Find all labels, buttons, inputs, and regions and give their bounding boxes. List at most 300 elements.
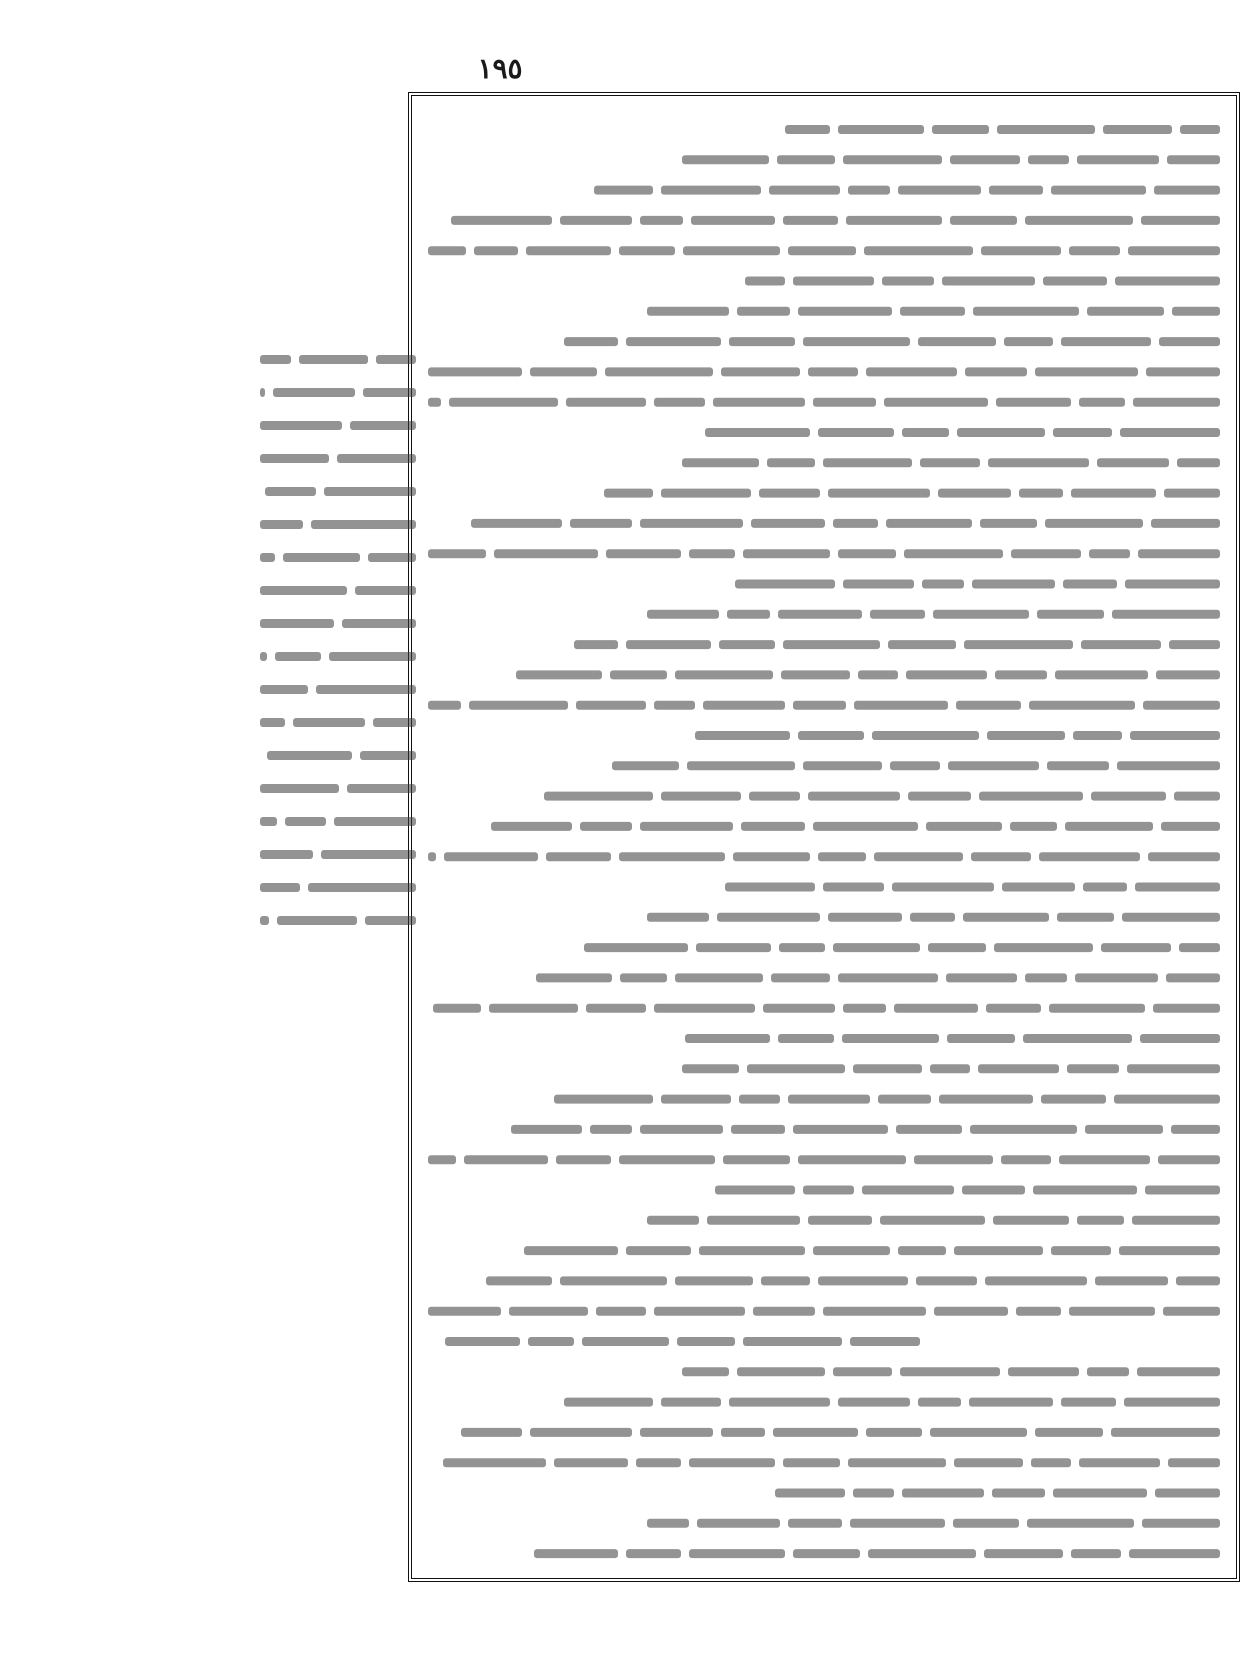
margin-line-placeholder xyxy=(260,685,308,694)
text-line-placeholder xyxy=(546,852,611,861)
text-line-placeholder xyxy=(788,1095,870,1104)
text-line-placeholder xyxy=(773,1428,858,1437)
text-line-placeholder xyxy=(785,125,830,134)
text-line-placeholder xyxy=(1055,670,1148,679)
text-line-placeholder xyxy=(1047,761,1109,770)
text-line-placeholder xyxy=(926,822,1002,831)
text-line-placeholder xyxy=(1158,1155,1220,1164)
text-line-placeholder xyxy=(654,1004,755,1013)
text-line-placeholder xyxy=(878,1095,931,1104)
text-line-placeholder xyxy=(428,701,461,710)
text-line-placeholder xyxy=(626,337,721,346)
main-text-frame xyxy=(408,92,1240,1582)
text-line-placeholder xyxy=(843,580,914,589)
margin-line-placeholder xyxy=(316,685,416,694)
text-line-placeholder xyxy=(992,1489,1045,1498)
text-line-placeholder xyxy=(1137,1367,1220,1376)
margin-line-placeholder xyxy=(275,652,321,661)
text-line-placeholder xyxy=(902,428,949,437)
text-line-placeholder xyxy=(1077,155,1159,164)
text-line-placeholder xyxy=(1089,549,1130,558)
text-line-placeholder xyxy=(846,216,942,225)
text-line-placeholder xyxy=(717,913,820,922)
text-line-placeholder xyxy=(838,973,938,982)
margin-line-placeholder xyxy=(260,916,269,925)
text-line-placeholder xyxy=(1135,883,1220,892)
text-line-placeholder xyxy=(654,1307,745,1316)
text-line-placeholder xyxy=(737,307,790,316)
text-line-placeholder xyxy=(969,1398,1053,1407)
text-line-placeholder xyxy=(494,549,598,558)
text-line-placeholder xyxy=(954,1246,1043,1255)
text-line-placeholder xyxy=(818,428,894,437)
text-line-placeholder xyxy=(737,1367,825,1376)
text-line-placeholder xyxy=(1111,1428,1220,1437)
text-line-placeholder xyxy=(781,670,850,679)
text-line-placeholder xyxy=(606,549,681,558)
text-line-placeholder xyxy=(989,186,1043,195)
text-line-placeholder xyxy=(1035,1428,1103,1437)
text-line-placeholder xyxy=(1010,822,1057,831)
text-line-placeholder xyxy=(920,458,980,467)
text-line-placeholder xyxy=(1008,1367,1079,1376)
text-line-placeholder xyxy=(594,186,653,195)
text-line-placeholder xyxy=(582,1337,669,1346)
text-line-placeholder xyxy=(798,307,892,316)
text-line-placeholder xyxy=(647,913,709,922)
text-line-placeholder xyxy=(449,398,558,407)
text-line-placeholder xyxy=(793,701,846,710)
text-line-placeholder xyxy=(1025,216,1133,225)
text-line-placeholder xyxy=(946,973,1017,982)
text-line-placeholder xyxy=(691,216,775,225)
margin-line-placeholder xyxy=(324,487,416,496)
text-line-placeholder xyxy=(910,913,955,922)
text-line-placeholder xyxy=(888,640,956,649)
text-line-placeholder xyxy=(1049,1004,1145,1013)
text-line-placeholder xyxy=(981,246,1061,255)
text-line-placeholder xyxy=(696,943,771,952)
text-line-placeholder xyxy=(1023,1034,1132,1043)
text-line-placeholder xyxy=(1151,519,1220,528)
text-line-placeholder xyxy=(741,822,805,831)
text-line-placeholder xyxy=(528,1337,574,1346)
text-line-placeholder xyxy=(1087,307,1164,316)
margin-line-placeholder xyxy=(299,355,368,364)
text-line-placeholder xyxy=(964,640,1073,649)
text-line-placeholder xyxy=(902,1489,984,1498)
margin-line-placeholder xyxy=(365,916,416,925)
text-line-placeholder xyxy=(1167,155,1220,164)
text-line-placeholder xyxy=(848,186,890,195)
text-line-placeholder xyxy=(612,761,679,770)
text-line-placeholder xyxy=(654,701,695,710)
text-line-placeholder xyxy=(536,973,612,982)
text-line-placeholder xyxy=(1172,307,1220,316)
text-line-placeholder xyxy=(833,519,878,528)
text-line-placeholder xyxy=(675,973,763,982)
text-line-placeholder xyxy=(803,1186,854,1195)
text-line-placeholder xyxy=(880,1216,985,1225)
text-line-placeholder xyxy=(778,610,862,619)
text-line-placeholder xyxy=(833,1367,892,1376)
margin-line-placeholder xyxy=(267,751,352,760)
text-line-placeholder xyxy=(703,701,785,710)
margin-line-placeholder xyxy=(321,850,416,859)
text-line-placeholder xyxy=(1140,1034,1220,1043)
text-line-placeholder xyxy=(707,1216,800,1225)
text-line-placeholder xyxy=(610,670,667,679)
text-line-placeholder xyxy=(1041,1095,1106,1104)
text-line-placeholder xyxy=(916,1276,977,1285)
margin-line-placeholder xyxy=(363,388,416,397)
text-line-placeholder xyxy=(962,1186,1025,1195)
text-line-placeholder xyxy=(942,277,1035,286)
text-line-placeholder xyxy=(783,1458,840,1467)
text-line-placeholder xyxy=(647,307,729,316)
text-line-placeholder xyxy=(1077,1216,1124,1225)
text-line-placeholder xyxy=(461,1428,522,1437)
text-line-placeholder xyxy=(818,1276,908,1285)
text-line-placeholder xyxy=(566,398,646,407)
text-line-placeholder xyxy=(753,1307,815,1316)
text-line-placeholder xyxy=(584,943,688,952)
text-line-placeholder xyxy=(813,398,876,407)
text-line-placeholder xyxy=(564,337,618,346)
text-line-placeholder xyxy=(908,792,971,801)
text-line-placeholder xyxy=(932,125,989,134)
text-line-placeholder xyxy=(682,458,759,467)
text-line-placeholder xyxy=(626,640,711,649)
text-line-placeholder xyxy=(1033,1186,1137,1195)
text-line-placeholder xyxy=(1145,1186,1220,1195)
text-line-placeholder xyxy=(1037,610,1104,619)
text-line-placeholder xyxy=(980,519,1037,528)
text-line-placeholder xyxy=(872,731,979,740)
text-line-placeholder xyxy=(1101,943,1171,952)
text-line-placeholder xyxy=(526,246,611,255)
text-line-placeholder xyxy=(1002,883,1075,892)
text-line-placeholder xyxy=(451,216,552,225)
margin-line-placeholder xyxy=(273,388,355,397)
text-line-placeholder xyxy=(1179,943,1220,952)
text-line-placeholder xyxy=(534,1549,618,1558)
text-line-placeholder xyxy=(1143,701,1220,710)
margin-line-placeholder xyxy=(260,718,285,727)
text-line-placeholder xyxy=(444,852,538,861)
text-line-placeholder xyxy=(620,973,667,982)
text-line-placeholder xyxy=(813,1246,890,1255)
text-line-placeholder xyxy=(516,670,602,679)
text-line-placeholder xyxy=(948,761,1039,770)
text-line-placeholder xyxy=(715,1186,795,1195)
text-line-placeholder xyxy=(987,731,1065,740)
text-line-placeholder xyxy=(1083,883,1127,892)
text-line-placeholder xyxy=(803,761,882,770)
text-line-placeholder xyxy=(1161,822,1220,831)
text-line-placeholder xyxy=(1124,1398,1220,1407)
text-line-placeholder xyxy=(661,186,761,195)
text-line-placeholder xyxy=(778,1034,834,1043)
margin-line-placeholder xyxy=(260,520,303,529)
margin-line-placeholder xyxy=(283,553,360,562)
text-line-placeholder xyxy=(971,852,1031,861)
text-line-placeholder xyxy=(743,1337,842,1346)
text-line-placeholder xyxy=(574,640,618,649)
text-line-placeholder xyxy=(1067,1064,1119,1073)
text-line-placeholder xyxy=(979,792,1083,801)
margin-line-placeholder xyxy=(265,487,316,496)
text-line-placeholder xyxy=(771,973,830,982)
margin-line-placeholder xyxy=(260,652,267,661)
text-line-placeholder xyxy=(1061,337,1151,346)
text-line-placeholder xyxy=(853,1489,894,1498)
text-line-placeholder xyxy=(986,1004,1041,1013)
text-line-placeholder xyxy=(560,216,632,225)
text-line-placeholder xyxy=(963,913,1049,922)
text-line-placeholder xyxy=(906,670,987,679)
text-line-placeholder xyxy=(428,1155,456,1164)
text-line-placeholder xyxy=(808,1216,872,1225)
text-line-placeholder xyxy=(1071,1549,1121,1558)
text-line-placeholder xyxy=(892,883,994,892)
text-line-placeholder xyxy=(1035,367,1138,376)
page-number: ١٩٥ xyxy=(477,52,523,85)
text-line-placeholder xyxy=(1095,1276,1168,1285)
text-line-placeholder xyxy=(798,1155,906,1164)
text-line-placeholder xyxy=(788,246,856,255)
text-line-placeholder xyxy=(954,1458,1023,1467)
margin-line-placeholder xyxy=(260,817,277,826)
text-line-placeholder xyxy=(1148,852,1220,861)
text-line-placeholder xyxy=(1027,1519,1134,1528)
text-line-placeholder xyxy=(953,1519,1019,1528)
margin-line-placeholder xyxy=(376,355,416,364)
text-line-placeholder xyxy=(428,852,436,861)
text-line-placeholder xyxy=(596,1307,646,1316)
text-line-placeholder xyxy=(570,519,632,528)
text-line-placeholder xyxy=(719,640,775,649)
text-line-placeholder xyxy=(972,580,1055,589)
text-line-placeholder xyxy=(1001,1155,1051,1164)
text-line-placeholder xyxy=(939,1095,1033,1104)
text-line-placeholder xyxy=(1171,1125,1220,1134)
text-line-placeholder xyxy=(428,367,522,376)
text-line-placeholder xyxy=(886,519,972,528)
text-line-placeholder xyxy=(928,943,986,952)
text-line-placeholder xyxy=(798,731,864,740)
text-line-placeholder xyxy=(1051,1246,1111,1255)
text-line-placeholder xyxy=(1174,792,1220,801)
text-line-placeholder xyxy=(823,458,912,467)
text-line-placeholder xyxy=(1059,1155,1150,1164)
margin-line-placeholder xyxy=(308,883,416,892)
text-line-placeholder xyxy=(1155,1489,1220,1498)
text-line-placeholder xyxy=(965,367,1027,376)
text-line-placeholder xyxy=(735,580,835,589)
text-line-placeholder xyxy=(530,367,597,376)
margin-line-placeholder xyxy=(260,883,300,892)
text-line-placeholder xyxy=(803,337,910,346)
text-line-placeholder xyxy=(775,1489,845,1498)
text-line-placeholder xyxy=(640,1428,713,1437)
margin-line-placeholder xyxy=(260,784,339,793)
text-line-placeholder xyxy=(850,1337,920,1346)
text-line-placeholder xyxy=(1043,277,1107,286)
text-line-placeholder xyxy=(930,1064,970,1073)
text-line-placeholder xyxy=(689,549,735,558)
text-line-placeholder xyxy=(544,792,653,801)
text-line-placeholder xyxy=(560,1276,667,1285)
text-line-placeholder xyxy=(1128,246,1220,255)
text-line-placeholder xyxy=(509,1307,588,1316)
text-line-placeholder xyxy=(640,1125,723,1134)
margin-line-placeholder xyxy=(329,652,416,661)
text-line-placeholder xyxy=(874,852,963,861)
text-line-placeholder xyxy=(900,307,965,316)
text-line-placeholder xyxy=(947,1034,1015,1043)
text-line-placeholder xyxy=(443,1458,546,1467)
text-line-placeholder xyxy=(1031,1458,1071,1467)
text-line-placeholder xyxy=(904,549,1003,558)
text-line-placeholder xyxy=(864,246,973,255)
text-line-placeholder xyxy=(469,701,568,710)
text-line-placeholder xyxy=(950,155,1020,164)
margin-line-placeholder xyxy=(347,784,416,793)
text-line-placeholder xyxy=(471,519,562,528)
text-line-placeholder xyxy=(783,216,838,225)
text-line-placeholder xyxy=(524,1246,618,1255)
text-line-placeholder xyxy=(626,1246,691,1255)
text-line-placeholder xyxy=(843,1004,886,1013)
text-line-placeholder xyxy=(890,761,940,770)
margin-note-lines xyxy=(260,348,420,968)
text-line-placeholder xyxy=(788,1519,842,1528)
text-line-placeholder xyxy=(713,398,805,407)
text-line-placeholder xyxy=(661,1095,731,1104)
text-line-placeholder xyxy=(970,1125,1077,1134)
margin-line-placeholder xyxy=(293,718,365,727)
text-line-placeholder xyxy=(1125,580,1220,589)
text-line-placeholder xyxy=(626,1549,681,1558)
text-line-placeholder xyxy=(995,670,1047,679)
text-line-placeholder xyxy=(898,1246,946,1255)
margin-line-placeholder xyxy=(260,454,329,463)
text-line-placeholder xyxy=(993,1216,1069,1225)
text-line-placeholder xyxy=(619,1155,715,1164)
text-line-placeholder xyxy=(654,398,705,407)
text-line-placeholder xyxy=(930,1428,1027,1437)
text-line-placeholder xyxy=(1071,489,1156,498)
text-line-placeholder xyxy=(683,246,780,255)
text-line-placeholder xyxy=(428,1307,501,1316)
text-line-placeholder xyxy=(699,1246,805,1255)
text-line-placeholder xyxy=(823,1307,926,1316)
text-line-placeholder xyxy=(689,1549,785,1558)
text-line-placeholder xyxy=(1114,1095,1220,1104)
text-line-placeholder xyxy=(1166,973,1220,982)
text-line-placeholder xyxy=(1115,277,1220,286)
text-line-placeholder xyxy=(838,1398,910,1407)
text-line-placeholder xyxy=(731,1125,785,1134)
text-line-placeholder xyxy=(1153,1004,1220,1013)
text-line-placeholder xyxy=(682,1367,729,1376)
text-line-placeholder xyxy=(1103,125,1172,134)
text-line-placeholder xyxy=(793,1125,888,1134)
text-line-placeholder xyxy=(1039,852,1140,861)
text-line-placeholder xyxy=(882,277,934,286)
text-line-placeholder xyxy=(838,549,896,558)
text-line-placeholder xyxy=(605,367,713,376)
text-line-placeholder xyxy=(1051,186,1146,195)
text-line-placeholder xyxy=(838,125,924,134)
text-line-placeholder xyxy=(647,610,719,619)
text-line-placeholder xyxy=(530,1428,632,1437)
text-line-placeholder xyxy=(761,1276,810,1285)
text-line-placeholder xyxy=(1073,731,1122,740)
text-line-placeholder xyxy=(1045,519,1143,528)
text-line-placeholder xyxy=(1180,125,1220,134)
text-line-placeholder xyxy=(922,580,964,589)
text-line-placeholder xyxy=(697,1519,780,1528)
text-line-placeholder xyxy=(996,398,1071,407)
text-line-placeholder xyxy=(1142,1519,1220,1528)
text-line-placeholder xyxy=(1065,822,1153,831)
text-line-placeholder xyxy=(1069,246,1120,255)
text-line-placeholder xyxy=(1117,761,1220,770)
text-line-placeholder xyxy=(898,186,981,195)
text-line-placeholder xyxy=(489,1004,578,1013)
text-line-placeholder xyxy=(491,822,572,831)
text-line-placeholder xyxy=(1159,337,1220,346)
text-line-placeholder xyxy=(721,367,800,376)
text-line-placeholder xyxy=(474,246,518,255)
text-line-placeholder xyxy=(950,216,1017,225)
text-line-placeholder xyxy=(866,367,957,376)
text-line-placeholder xyxy=(647,1216,699,1225)
text-line-placeholder xyxy=(767,458,815,467)
text-line-placeholder xyxy=(842,1034,939,1043)
margin-line-placeholder xyxy=(260,355,291,364)
margin-line-placeholder xyxy=(260,553,275,562)
text-line-placeholder xyxy=(918,337,996,346)
text-line-placeholder xyxy=(695,731,790,740)
text-line-placeholder xyxy=(556,1155,611,1164)
text-line-placeholder xyxy=(1075,973,1158,982)
text-line-placeholder xyxy=(682,1064,739,1073)
text-line-placeholder xyxy=(554,1458,628,1467)
margin-line-placeholder xyxy=(277,916,357,925)
text-line-placeholder xyxy=(973,307,1079,316)
text-line-placeholder xyxy=(675,670,773,679)
text-line-placeholder xyxy=(586,1004,646,1013)
text-line-placeholder xyxy=(978,1064,1059,1073)
text-line-placeholder xyxy=(870,610,925,619)
text-line-placeholder xyxy=(1177,458,1220,467)
margin-line-placeholder xyxy=(360,751,416,760)
margin-line-placeholder xyxy=(260,619,334,628)
margin-line-placeholder xyxy=(368,553,416,562)
text-line-placeholder xyxy=(1127,1064,1220,1073)
margin-line-placeholder xyxy=(373,718,416,727)
margin-line-placeholder xyxy=(350,421,416,430)
text-line-placeholder xyxy=(554,1095,653,1104)
text-line-placeholder xyxy=(647,1519,689,1528)
text-line-placeholder xyxy=(1091,792,1166,801)
text-line-placeholder xyxy=(793,1549,860,1558)
text-line-placeholder xyxy=(564,1398,653,1407)
text-line-placeholder xyxy=(853,1064,922,1073)
